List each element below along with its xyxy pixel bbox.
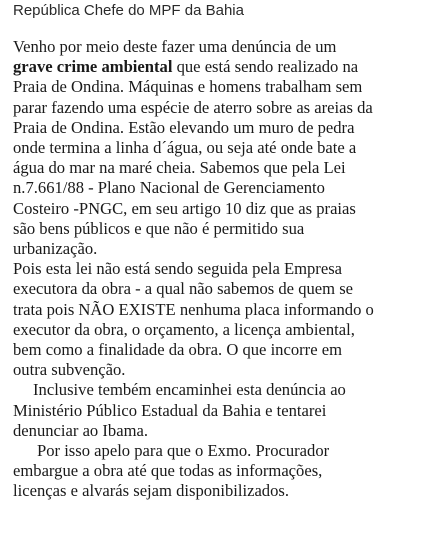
text-line: Pois esta lei não está sendo seguida pela Empresa (13, 259, 343, 279)
text-span: que está sendo realizado na (172, 57, 359, 77)
text-line: onde termina a linha d´água, ou seja até onde bate a (13, 138, 357, 158)
document-body (13, 37, 421, 502)
text-line: outra subvenção. (13, 360, 126, 380)
text-line: Venho por meio deste fazer uma denúncia de um (13, 37, 337, 56)
text-line: Praia de Ondina. Estão elevando um muro de pedra (13, 117, 355, 137)
paragraph-complaint (13, 37, 421, 259)
text-line: trata pois NÃO EXISTE nenhuma placa informando o (13, 299, 374, 319)
paragraph-appeal (13, 441, 421, 502)
paragraph-law-violation (13, 259, 421, 380)
text-line: parar fazendo uma espécie de aterro sobre as areias da (13, 97, 373, 117)
text-line: água do mar na maré cheia. Sabemos que pela Lei (13, 158, 346, 178)
text-line: Costeiro -PNGC, em seu artigo 10 diz que as praias (13, 198, 356, 218)
text-line: embargue a obra até que todas as informações, (13, 461, 323, 481)
text-line: Ministério Público Estadual da Bahia e tentarei (13, 400, 327, 420)
document-header: República Chefe do MPF da Bahia (13, 2, 244, 19)
text-line: Por isso apelo para que o Exmo. Procurador (37, 441, 330, 461)
text-line: licenças e alvarás sejam disponibilizados. (13, 481, 290, 501)
text-line (13, 57, 421, 77)
emphasis-text: grave crime ambiental (13, 57, 173, 77)
text-line: executor da obra, o orçamento, a licença ambiental, (13, 319, 355, 339)
paragraph-forwarding (13, 380, 421, 441)
text-line: denunciar ao Ibama. (13, 420, 148, 440)
text-line: bem como a finalidade da obra. O que incorre em (13, 340, 342, 360)
text-line: urbanização. (13, 239, 98, 259)
text-line: executora da obra - a qual não sabemos de quem se (13, 279, 354, 299)
text-line: Inclusive tembém encaminhei esta denúncia ao (33, 380, 346, 400)
text-line: são bens públicos e que não é permitido sua (13, 218, 305, 238)
text-line: Praia de Ondina. Máquinas e homens trabalham sem (13, 77, 363, 97)
text-line: n.7.661/88 - Plano Nacional de Gerenciamento (13, 178, 325, 198)
